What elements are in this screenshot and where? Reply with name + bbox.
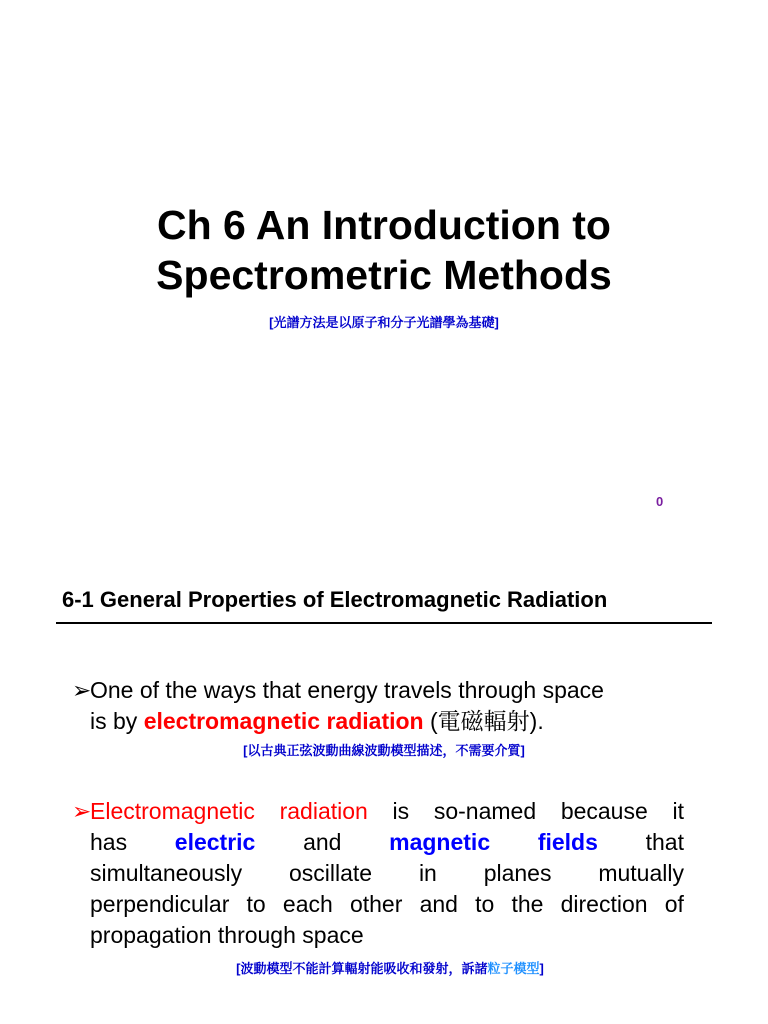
word: simultaneously [90, 860, 243, 886]
word: because [560, 798, 648, 824]
word: of [664, 891, 684, 917]
bullet1-line1: One of the ways that energy travels through space [90, 677, 604, 703]
bullet2-line2 [72, 827, 684, 858]
title-line-1: Ch 6 An Introduction to [157, 202, 611, 248]
bullet2-note [0, 958, 768, 977]
word: is [392, 798, 410, 824]
word: so-named [433, 798, 537, 824]
word: the [511, 891, 544, 917]
section-heading: 6-1 General Properties of Electromagnetic Radiation [62, 587, 608, 612]
section-divider [56, 622, 712, 624]
word: to [246, 891, 266, 917]
bullet2-line1 [72, 796, 684, 827]
page-mark: 0 [656, 494, 664, 509]
subtitle-note: [光譜方法是以原子和分子光譜學為基礎] [269, 315, 499, 330]
word: Electromagnetic [90, 798, 255, 824]
word: planes [483, 860, 552, 886]
word: perpendicular [90, 891, 230, 917]
bullet2-line4 [72, 889, 684, 920]
bullet1-line2-before: is by [90, 708, 144, 734]
word: has [90, 829, 128, 855]
note2-highlight: 粒子模型 [487, 961, 540, 976]
bullet-item-1 [72, 675, 692, 737]
bullet-arrow-icon: ➢ [72, 798, 92, 824]
word: oscillate [288, 860, 373, 886]
word: each [282, 891, 333, 917]
word: mutually [598, 860, 684, 886]
bullet2-line5: propagation through space [90, 922, 364, 948]
word: to [475, 891, 495, 917]
word-magnetic: magnetic [389, 829, 491, 855]
word: direction [560, 891, 648, 917]
bullet-arrow-icon: ➢ [72, 677, 92, 703]
note2-end: ] [539, 961, 544, 976]
note2-main: [波動模型不能計算輻射能吸收和發射，訴諸 [236, 961, 488, 976]
word: and [303, 829, 342, 855]
word: radiation [279, 798, 368, 824]
word: that [645, 829, 684, 855]
word: it [672, 798, 684, 824]
bullet2-line3 [72, 858, 684, 889]
word: other [349, 891, 403, 917]
word: in [418, 860, 437, 886]
bullet1-highlight: electromagnetic radiation [143, 708, 424, 734]
bullet1-note: [以古典正弦波動曲線波動模型描述，不需要介質] [243, 743, 525, 758]
title-line-2: Spectrometric Methods [156, 252, 612, 298]
word-fields: fields [537, 829, 598, 855]
word: and [419, 891, 458, 917]
word-electric: electric [174, 829, 256, 855]
bullet1-line2-after: (電磁輻射). [423, 708, 544, 734]
slide-title [0, 200, 768, 300]
bullet-item-2 [72, 796, 684, 951]
